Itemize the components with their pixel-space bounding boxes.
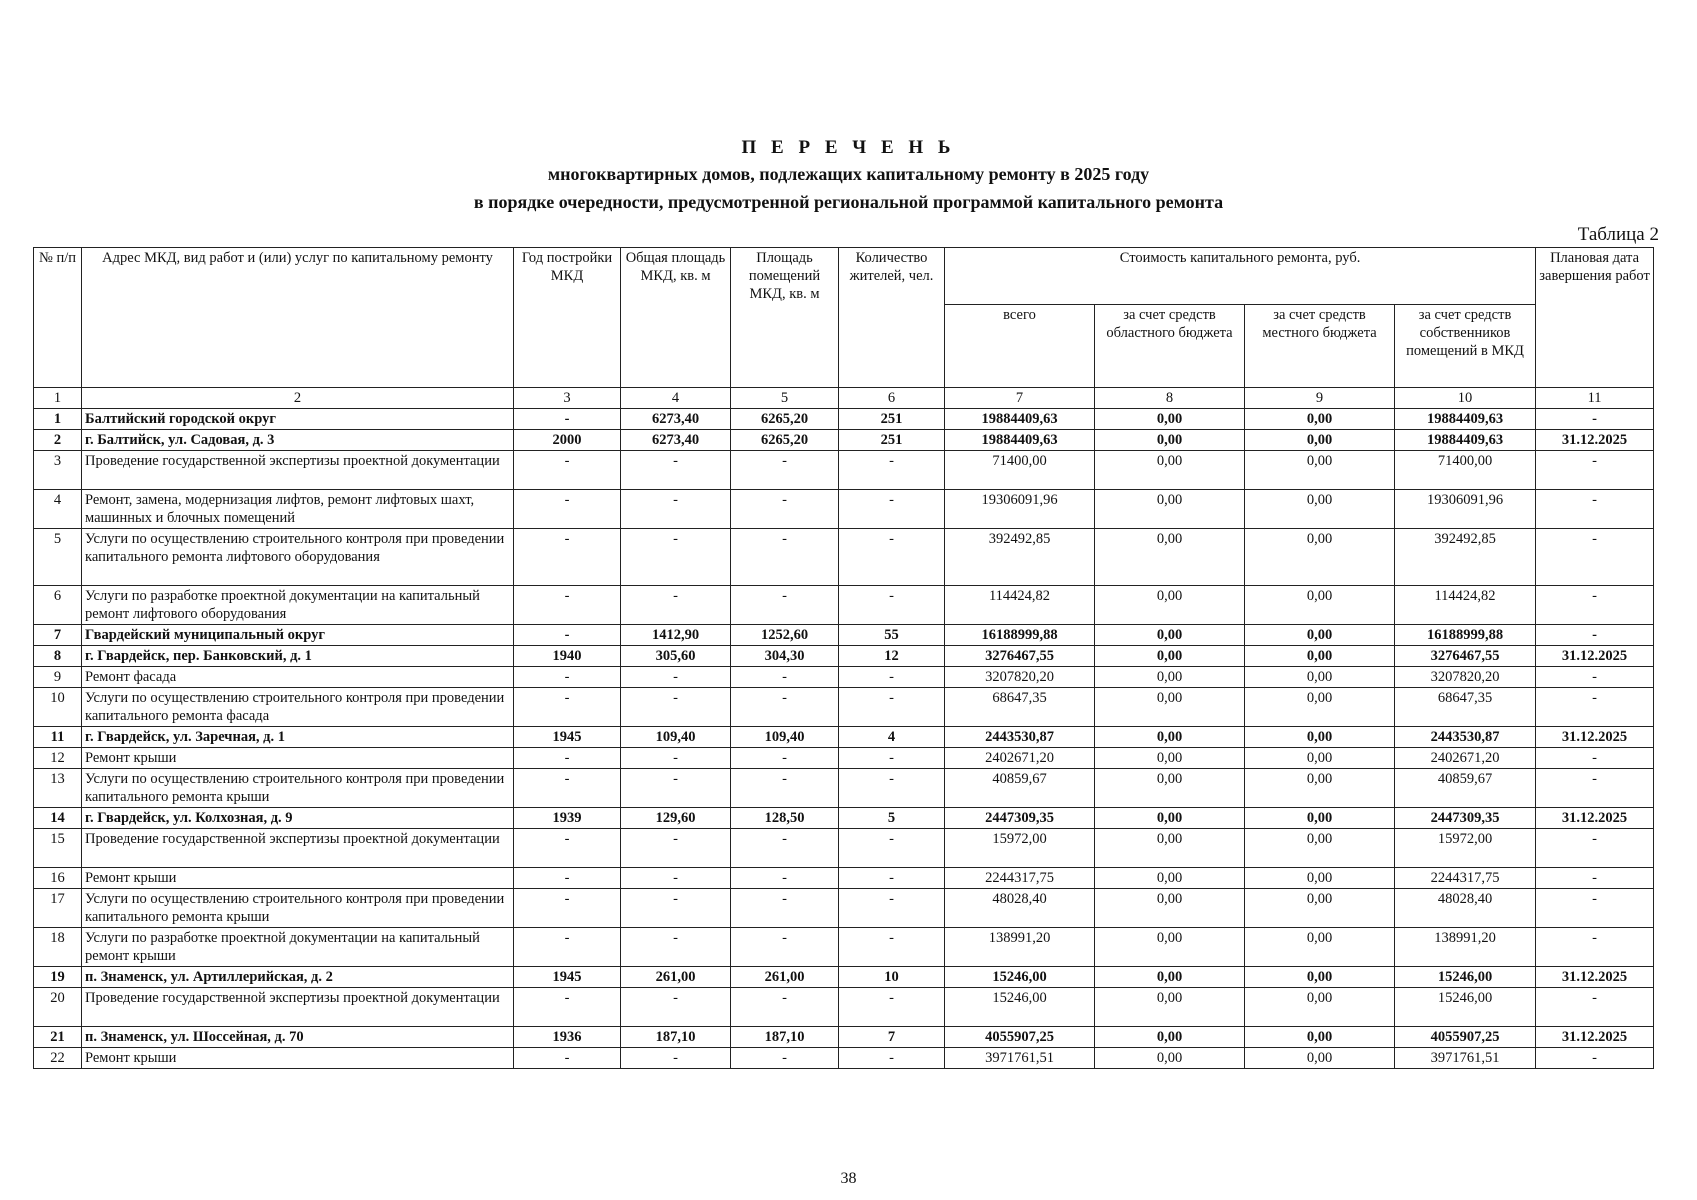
cost-regional: 0,00: [1095, 1027, 1245, 1048]
table-row: [34, 889, 1654, 928]
row-number: 13: [34, 769, 82, 808]
cost-total: 138991,20: [945, 928, 1095, 967]
table-row: [34, 868, 1654, 889]
completion-date: 31.12.2025: [1536, 727, 1654, 748]
address-or-work: Ремонт, замена, модернизация лифтов, ремонт лифтовых шахт, машинных и блочных помещений: [82, 490, 514, 529]
cost-local: 0,00: [1245, 646, 1395, 667]
address-or-work: п. Знаменск, ул. Шоссейная, д. 70: [82, 1027, 514, 1048]
residents: -: [839, 1048, 945, 1069]
residents: -: [839, 667, 945, 688]
column-number: 9: [1245, 388, 1395, 409]
address-or-work: Услуги по осуществлению строительного контроля при проведении капитального ремонта крыши: [82, 889, 514, 928]
cost-owners: 19884409,63: [1395, 430, 1536, 451]
table-row: [34, 928, 1654, 967]
cost-regional: 0,00: [1095, 769, 1245, 808]
cost-total: 114424,82: [945, 586, 1095, 625]
residents: -: [839, 451, 945, 490]
header-residents: Количество жителей, чел.: [839, 248, 945, 388]
build-year: -: [514, 988, 621, 1027]
total-area: -: [621, 1048, 731, 1069]
cost-local: 0,00: [1245, 490, 1395, 529]
cost-local: 0,00: [1245, 625, 1395, 646]
address-or-work: Ремонт крыши: [82, 748, 514, 769]
completion-date: -: [1536, 409, 1654, 430]
address-or-work: Услуги по осуществлению строительного контроля при проведении капитального ремонта фасада: [82, 688, 514, 727]
build-year: -: [514, 451, 621, 490]
address-or-work: Проведение государственной экспертизы проектной документации: [82, 451, 514, 490]
completion-date: 31.12.2025: [1536, 1027, 1654, 1048]
page-number: 38: [840, 1170, 857, 1187]
row-number: 3: [34, 451, 82, 490]
row-number: 11: [34, 727, 82, 748]
cost-total: 48028,40: [945, 889, 1095, 928]
rooms-area: -: [731, 889, 839, 928]
cost-total: 2402671,20: [945, 748, 1095, 769]
rooms-area: -: [731, 829, 839, 868]
cost-owners: 392492,85: [1395, 529, 1536, 586]
cost-local: 0,00: [1245, 769, 1395, 808]
residents: -: [839, 688, 945, 727]
residents: -: [839, 748, 945, 769]
row-number: 12: [34, 748, 82, 769]
row-number: 15: [34, 829, 82, 868]
residents: -: [839, 928, 945, 967]
total-area: 129,60: [621, 808, 731, 829]
residents: -: [839, 586, 945, 625]
completion-date: -: [1536, 667, 1654, 688]
cost-total: 3207820,20: [945, 667, 1095, 688]
completion-date: -: [1536, 625, 1654, 646]
cost-total: 71400,00: [945, 451, 1095, 490]
cost-total: 2447309,35: [945, 808, 1095, 829]
rooms-area: -: [731, 667, 839, 688]
rooms-area: 187,10: [731, 1027, 839, 1048]
build-year: 1945: [514, 967, 621, 988]
cost-owners: 2402671,20: [1395, 748, 1536, 769]
rooms-area: -: [731, 928, 839, 967]
address-or-work: Гвардейский муниципальный округ: [82, 625, 514, 646]
residents: -: [839, 829, 945, 868]
cost-local: 0,00: [1245, 586, 1395, 625]
row-number: 1: [34, 409, 82, 430]
cost-owners: 19306091,96: [1395, 490, 1536, 529]
table-row: [34, 430, 1654, 451]
total-area: 305,60: [621, 646, 731, 667]
cost-local: 0,00: [1245, 451, 1395, 490]
residents: -: [839, 769, 945, 808]
row-number: 17: [34, 889, 82, 928]
residents: 7: [839, 1027, 945, 1048]
cost-local: 0,00: [1245, 727, 1395, 748]
cost-regional: 0,00: [1095, 967, 1245, 988]
total-area: -: [621, 688, 731, 727]
cost-regional: 0,00: [1095, 490, 1245, 529]
cost-total: 392492,85: [945, 529, 1095, 586]
address-or-work: г. Гвардейск, ул. Заречная, д. 1: [82, 727, 514, 748]
completion-date: -: [1536, 988, 1654, 1027]
total-area: -: [621, 667, 731, 688]
cost-owners: 16188999,88: [1395, 625, 1536, 646]
table-row: [34, 808, 1654, 829]
total-area: -: [621, 586, 731, 625]
build-year: -: [514, 769, 621, 808]
completion-date: -: [1536, 451, 1654, 490]
cost-total: 68647,35: [945, 688, 1095, 727]
completion-date: -: [1536, 868, 1654, 889]
row-number: 18: [34, 928, 82, 967]
residents: -: [839, 490, 945, 529]
cost-local: 0,00: [1245, 868, 1395, 889]
address-or-work: г. Гвардейск, пер. Банковский, д. 1: [82, 646, 514, 667]
cost-local: 0,00: [1245, 529, 1395, 586]
header-date: Плановая дата завершения работ: [1536, 248, 1654, 388]
document-subtitle-1: многоквартирных домов, подлежащих капитальному ремонту в 2025 году: [547, 164, 1150, 184]
build-year: -: [514, 1048, 621, 1069]
cost-total: 4055907,25: [945, 1027, 1095, 1048]
total-area: -: [621, 451, 731, 490]
cost-regional: 0,00: [1095, 748, 1245, 769]
column-number: 1: [34, 388, 82, 409]
cost-regional: 0,00: [1095, 928, 1245, 967]
completion-date: -: [1536, 490, 1654, 529]
cost-owners: 19884409,63: [1395, 409, 1536, 430]
build-year: -: [514, 928, 621, 967]
address-or-work: Услуги по разработке проектной документации на капитальный ремонт крыши: [82, 928, 514, 967]
address-or-work: Проведение государственной экспертизы проектной документации: [82, 988, 514, 1027]
table-row: [34, 586, 1654, 625]
table-row: [34, 409, 1654, 430]
row-number: 19: [34, 967, 82, 988]
row-number: 10: [34, 688, 82, 727]
column-number: 5: [731, 388, 839, 409]
rooms-area: -: [731, 586, 839, 625]
cost-total: 2244317,75: [945, 868, 1095, 889]
residents: -: [839, 889, 945, 928]
build-year: 1940: [514, 646, 621, 667]
cost-owners: 4055907,25: [1395, 1027, 1536, 1048]
cost-owners: 2443530,87: [1395, 727, 1536, 748]
cost-regional: 0,00: [1095, 586, 1245, 625]
completion-date: 31.12.2025: [1536, 430, 1654, 451]
total-area: 6273,40: [621, 409, 731, 430]
document-heading: [0, 136, 1697, 216]
rooms-area: 128,50: [731, 808, 839, 829]
build-year: 2000: [514, 430, 621, 451]
header-cost: Стоимость капитального ремонта, руб.: [945, 248, 1536, 305]
rooms-area: 304,30: [731, 646, 839, 667]
build-year: -: [514, 868, 621, 889]
build-year: 1939: [514, 808, 621, 829]
cost-local: 0,00: [1245, 1048, 1395, 1069]
build-year: -: [514, 688, 621, 727]
cost-total: 15246,00: [945, 988, 1095, 1027]
cost-regional: 0,00: [1095, 529, 1245, 586]
address-or-work: Ремонт крыши: [82, 1048, 514, 1069]
rooms-area: -: [731, 688, 839, 727]
cost-owners: 48028,40: [1395, 889, 1536, 928]
build-year: 1945: [514, 727, 621, 748]
row-number: 21: [34, 1027, 82, 1048]
header-no: № п/п: [34, 248, 82, 388]
cost-local: 0,00: [1245, 1027, 1395, 1048]
residents: 10: [839, 967, 945, 988]
cost-owners: 2244317,75: [1395, 868, 1536, 889]
total-area: -: [621, 889, 731, 928]
total-area: -: [621, 988, 731, 1027]
cost-total: 16188999,88: [945, 625, 1095, 646]
residents: 12: [839, 646, 945, 667]
rooms-area: 109,40: [731, 727, 839, 748]
row-number: 8: [34, 646, 82, 667]
row-number: 6: [34, 586, 82, 625]
cost-regional: 0,00: [1095, 409, 1245, 430]
column-number: 7: [945, 388, 1095, 409]
cost-owners: 2447309,35: [1395, 808, 1536, 829]
cost-owners: 40859,67: [1395, 769, 1536, 808]
residents: 55: [839, 625, 945, 646]
completion-date: -: [1536, 586, 1654, 625]
cost-local: 0,00: [1245, 808, 1395, 829]
build-year: -: [514, 586, 621, 625]
completion-date: 31.12.2025: [1536, 808, 1654, 829]
rooms-area: 1252,60: [731, 625, 839, 646]
row-number: 9: [34, 667, 82, 688]
rooms-area: -: [731, 769, 839, 808]
completion-date: -: [1536, 748, 1654, 769]
header-year: Год постройки МКД: [514, 248, 621, 388]
header-local: за счет средств местного бюджета: [1245, 305, 1395, 388]
cost-regional: 0,00: [1095, 829, 1245, 868]
cost-owners: 3207820,20: [1395, 667, 1536, 688]
header-address: Адрес МКД, вид работ и (или) услуг по капитальному ремонту: [82, 248, 514, 388]
column-number: 8: [1095, 388, 1245, 409]
table-row: [34, 1048, 1654, 1069]
cost-regional: 0,00: [1095, 868, 1245, 889]
address-or-work: Проведение государственной экспертизы проектной документации: [82, 829, 514, 868]
table-row: [34, 529, 1654, 586]
cost-regional: 0,00: [1095, 1048, 1245, 1069]
cost-owners: 15246,00: [1395, 988, 1536, 1027]
cost-local: 0,00: [1245, 748, 1395, 769]
address-or-work: Услуги по осуществлению строительного контроля при проведении капитального ремонта крыши: [82, 769, 514, 808]
rooms-area: -: [731, 490, 839, 529]
rooms-area: 6265,20: [731, 409, 839, 430]
repair-list-table: [33, 247, 1654, 1069]
table-row: [34, 490, 1654, 529]
cost-local: 0,00: [1245, 889, 1395, 928]
row-number: 5: [34, 529, 82, 586]
address-or-work: Услуги по осуществлению строительного контроля при проведении капитального ремонта лифтового оборудования: [82, 529, 514, 586]
header-total-area: Общая площадь МКД, кв. м: [621, 248, 731, 388]
rooms-area: -: [731, 451, 839, 490]
residents: 5: [839, 808, 945, 829]
row-number: 22: [34, 1048, 82, 1069]
cost-regional: 0,00: [1095, 667, 1245, 688]
column-number: 4: [621, 388, 731, 409]
cost-local: 0,00: [1245, 829, 1395, 868]
cost-regional: 0,00: [1095, 430, 1245, 451]
build-year: -: [514, 409, 621, 430]
completion-date: 31.12.2025: [1536, 967, 1654, 988]
table-row: [34, 967, 1654, 988]
build-year: -: [514, 625, 621, 646]
cost-owners: 68647,35: [1395, 688, 1536, 727]
total-area: -: [621, 928, 731, 967]
build-year: 1936: [514, 1027, 621, 1048]
build-year: -: [514, 748, 621, 769]
build-year: -: [514, 667, 621, 688]
table-row: [34, 451, 1654, 490]
header-total: всего: [945, 305, 1095, 388]
rooms-area: -: [731, 988, 839, 1027]
cost-owners: 15246,00: [1395, 967, 1536, 988]
table-row: [34, 829, 1654, 868]
total-area: 6273,40: [621, 430, 731, 451]
cost-local: 0,00: [1245, 430, 1395, 451]
completion-date: -: [1536, 1048, 1654, 1069]
cost-regional: 0,00: [1095, 727, 1245, 748]
table-label: Таблица 2: [1577, 224, 1659, 245]
rooms-area: -: [731, 868, 839, 889]
cost-owners: 71400,00: [1395, 451, 1536, 490]
table-row: [34, 688, 1654, 727]
cost-total: 19884409,63: [945, 430, 1095, 451]
cost-regional: 0,00: [1095, 625, 1245, 646]
residents: 251: [839, 430, 945, 451]
build-year: -: [514, 529, 621, 586]
address-or-work: Ремонт фасада: [82, 667, 514, 688]
table-row: [34, 1027, 1654, 1048]
rooms-area: -: [731, 529, 839, 586]
completion-date: -: [1536, 928, 1654, 967]
column-number: 10: [1395, 388, 1536, 409]
rooms-area: -: [731, 748, 839, 769]
cost-regional: 0,00: [1095, 808, 1245, 829]
cost-owners: 138991,20: [1395, 928, 1536, 967]
column-number-row: [34, 388, 1654, 409]
table-row: [34, 769, 1654, 808]
row-number: 14: [34, 808, 82, 829]
build-year: -: [514, 889, 621, 928]
cost-total: 15972,00: [945, 829, 1095, 868]
total-area: -: [621, 829, 731, 868]
rooms-area: -: [731, 1048, 839, 1069]
cost-regional: 0,00: [1095, 451, 1245, 490]
address-or-work: п. Знаменск, ул. Артиллерийская, д. 2: [82, 967, 514, 988]
address-or-work: Ремонт крыши: [82, 868, 514, 889]
header-rooms-area: Площадь помещений МКД, кв. м: [731, 248, 839, 388]
total-area: 109,40: [621, 727, 731, 748]
rooms-area: 261,00: [731, 967, 839, 988]
completion-date: -: [1536, 529, 1654, 586]
total-area: -: [621, 769, 731, 808]
address-or-work: Балтийский городской округ: [82, 409, 514, 430]
completion-date: -: [1536, 688, 1654, 727]
total-area: -: [621, 529, 731, 586]
completion-date: 31.12.2025: [1536, 646, 1654, 667]
cost-total: 3971761,51: [945, 1048, 1095, 1069]
cost-local: 0,00: [1245, 667, 1395, 688]
total-area: -: [621, 868, 731, 889]
row-number: 16: [34, 868, 82, 889]
header-owners: за счет средств собственников помещений в МКД: [1395, 305, 1536, 388]
cost-total: 19884409,63: [945, 409, 1095, 430]
residents: -: [839, 529, 945, 586]
cost-local: 0,00: [1245, 409, 1395, 430]
build-year: -: [514, 490, 621, 529]
cost-local: 0,00: [1245, 928, 1395, 967]
cost-owners: 3971761,51: [1395, 1048, 1536, 1069]
address-or-work: г. Гвардейск, ул. Колхозная, д. 9: [82, 808, 514, 829]
total-area: 187,10: [621, 1027, 731, 1048]
column-number: 11: [1536, 388, 1654, 409]
address-or-work: г. Балтийск, ул. Садовая, д. 3: [82, 430, 514, 451]
cost-regional: 0,00: [1095, 688, 1245, 727]
table-row: [34, 748, 1654, 769]
completion-date: -: [1536, 829, 1654, 868]
cost-regional: 0,00: [1095, 646, 1245, 667]
cost-total: 15246,00: [945, 967, 1095, 988]
table-row: [34, 625, 1654, 646]
cost-total: 3276467,55: [945, 646, 1095, 667]
cost-total: 19306091,96: [945, 490, 1095, 529]
cost-regional: 0,00: [1095, 988, 1245, 1027]
cost-owners: 15972,00: [1395, 829, 1536, 868]
total-area: 261,00: [621, 967, 731, 988]
total-area: 1412,90: [621, 625, 731, 646]
cost-total: 40859,67: [945, 769, 1095, 808]
residents: -: [839, 988, 945, 1027]
header-regional: за счет средств областного бюджета: [1095, 305, 1245, 388]
row-number: 2: [34, 430, 82, 451]
cost-local: 0,00: [1245, 988, 1395, 1027]
row-number: 4: [34, 490, 82, 529]
total-area: -: [621, 490, 731, 529]
document-title: П Е Р Е Ч Е Н Ь: [741, 137, 956, 158]
cost-local: 0,00: [1245, 967, 1395, 988]
document-subtitle-2: в порядке очередности, предусмотренной региональной программой капитального ремонта: [473, 192, 1224, 212]
cost-regional: 0,00: [1095, 889, 1245, 928]
row-number: 7: [34, 625, 82, 646]
cost-local: 0,00: [1245, 688, 1395, 727]
residents: 4: [839, 727, 945, 748]
row-number: 20: [34, 988, 82, 1027]
table-row: [34, 727, 1654, 748]
total-area: -: [621, 748, 731, 769]
table-row: [34, 646, 1654, 667]
column-number: 6: [839, 388, 945, 409]
residents: 251: [839, 409, 945, 430]
table-row: [34, 988, 1654, 1027]
table-body: [34, 409, 1654, 1069]
rooms-area: 6265,20: [731, 430, 839, 451]
table-row: [34, 667, 1654, 688]
cost-owners: 114424,82: [1395, 586, 1536, 625]
completion-date: -: [1536, 889, 1654, 928]
column-number: 3: [514, 388, 621, 409]
completion-date: -: [1536, 769, 1654, 808]
cost-owners: 3276467,55: [1395, 646, 1536, 667]
residents: -: [839, 868, 945, 889]
build-year: -: [514, 829, 621, 868]
address-or-work: Услуги по разработке проектной документации на капитальный ремонт лифтового оборудования: [82, 586, 514, 625]
column-number: 2: [82, 388, 514, 409]
cost-total: 2443530,87: [945, 727, 1095, 748]
